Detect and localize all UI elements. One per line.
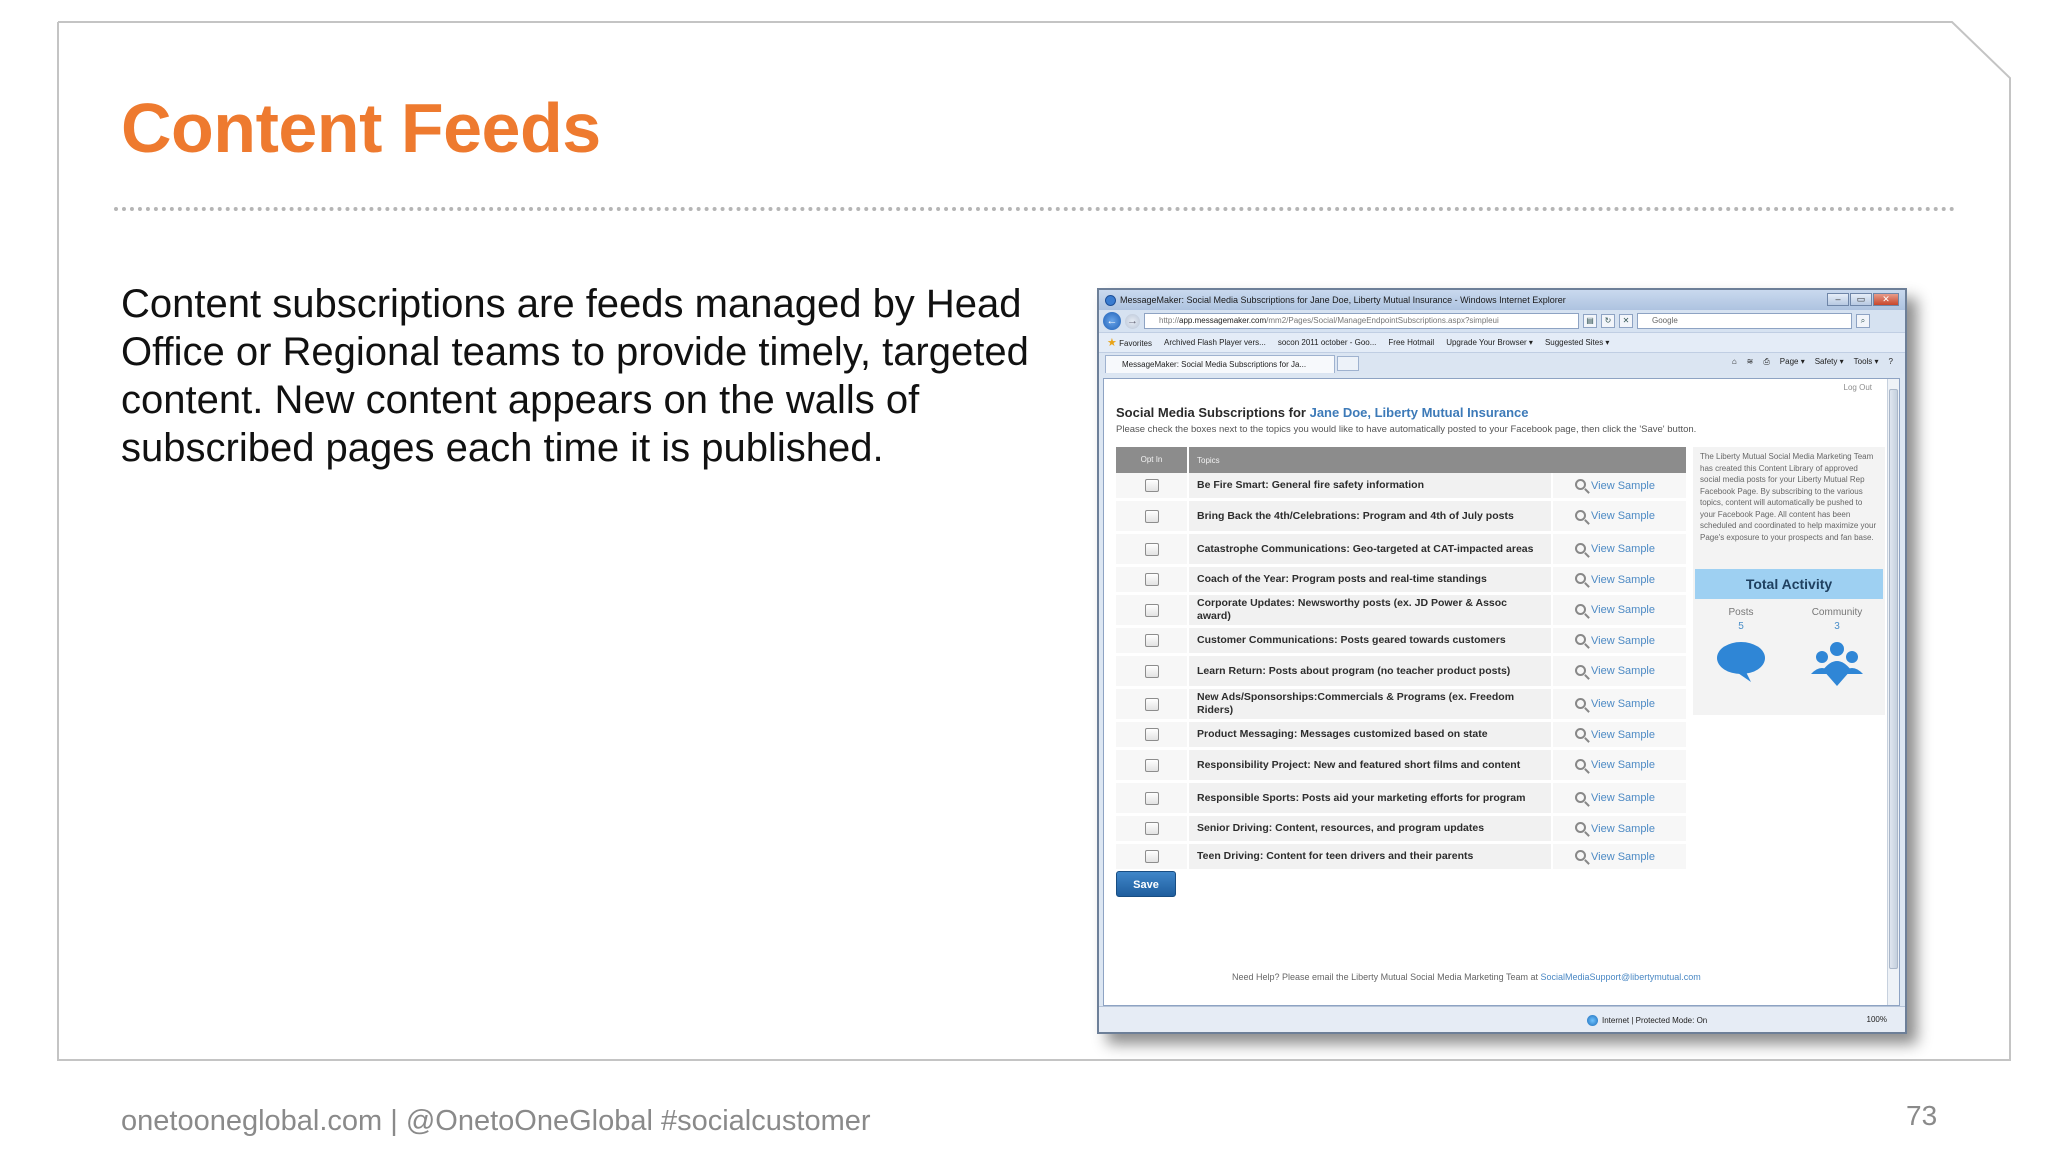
- optin-cell: [1116, 501, 1189, 531]
- view-sample-label: View Sample: [1591, 510, 1655, 522]
- community-people-icon: [1792, 640, 1882, 690]
- favorites-label: Favorites: [1119, 339, 1153, 348]
- view-sample-link[interactable]: [1551, 628, 1686, 653]
- topic-label: Senior Driving: Content, resources, and program updates: [1197, 822, 1485, 834]
- url-host: app.messagemaker.com: [1179, 316, 1267, 325]
- home-icon[interactable]: ⌂: [1731, 357, 1737, 366]
- page-menu[interactable]: Page ▾: [1779, 357, 1805, 366]
- favorite-link-1[interactable]: socon 2011 october - Goo...: [1277, 338, 1377, 347]
- magnifier-icon: [1575, 543, 1586, 554]
- table-row: [1116, 844, 1686, 872]
- table-row: [1116, 656, 1686, 689]
- optin-cell: [1116, 783, 1189, 813]
- topic-label: Product Messaging: Messages customized based on state: [1197, 728, 1488, 740]
- favorite-link-0[interactable]: Archived Flash Player vers...: [1164, 338, 1266, 347]
- command-bar: [1732, 357, 1893, 367]
- optin-checkbox[interactable]: [1145, 698, 1159, 711]
- view-sample-label: View Sample: [1591, 792, 1655, 804]
- table-header: [1116, 447, 1686, 473]
- magnifier-icon: [1575, 634, 1586, 645]
- magnifier-icon: [1575, 604, 1586, 615]
- status-bar: [1099, 1006, 1905, 1032]
- total-activity-heading: Total Activity: [1695, 569, 1883, 599]
- table-row: [1116, 628, 1686, 656]
- view-sample-link[interactable]: [1551, 595, 1686, 625]
- side-description: The Liberty Mutual Social Media Marketing Team has created this Content Library of approved social media posts for your Liberty Mutual Rep Facebook Page. By subscribing to the various topics, content will automatically be pushed to your Facebook Page. All content has been scheduled and coordinated to help maximize your Page's exposure to your prospects and fan base.: [1700, 452, 1877, 542]
- zoom-control[interactable]: 100%: [1866, 1015, 1887, 1024]
- page-viewport: [1103, 378, 1900, 1006]
- optin-checkbox[interactable]: [1145, 822, 1159, 835]
- topic-label: Catastrophe Communications: Geo-targeted at CAT-impacted areas: [1197, 542, 1534, 555]
- view-sample-label: View Sample: [1591, 634, 1655, 647]
- view-sample-label: View Sample: [1591, 665, 1655, 677]
- url-path: /mm2/Pages/Social/ManageEndpointSubscriptions.aspx?simpleui: [1266, 316, 1499, 325]
- topic-label: Coach of the Year: Program posts and real-time standings: [1197, 573, 1487, 585]
- close-button[interactable]: ✕: [1873, 293, 1899, 306]
- optin-checkbox[interactable]: [1145, 728, 1159, 741]
- optin-cell: [1116, 595, 1189, 625]
- magnifier-icon: [1575, 573, 1586, 584]
- view-sample-link[interactable]: [1551, 534, 1686, 564]
- slide-footer: onetooneglobal.com | @OnetoOneGlobal #socialcustomer: [121, 1105, 871, 1137]
- magnifier-icon: [1575, 728, 1586, 739]
- view-sample-link[interactable]: [1551, 689, 1686, 719]
- topic-label: Responsible Sports: Posts aid your marketing efforts for program: [1197, 791, 1526, 804]
- tools-menu[interactable]: Tools ▾: [1853, 357, 1879, 366]
- view-sample-label: View Sample: [1591, 728, 1655, 741]
- topic-label: Responsibility Project: New and featured short films and content: [1197, 758, 1521, 771]
- magnifier-icon: [1575, 850, 1586, 861]
- globe-icon: [1587, 1015, 1598, 1026]
- view-sample-link[interactable]: [1551, 722, 1686, 747]
- help-icon[interactable]: ?: [1888, 357, 1893, 366]
- search-icon[interactable]: ⌕: [1856, 314, 1870, 328]
- view-sample-link[interactable]: [1551, 816, 1686, 841]
- optin-cell: [1116, 722, 1189, 747]
- table-row: [1116, 783, 1686, 816]
- window-title: MessageMaker: Social Media Subscriptions for Jane Doe, Liberty Mutual Insurance - Windows Internet Explorer: [1120, 295, 1566, 305]
- table-row: [1116, 816, 1686, 844]
- new-tab-button[interactable]: [1337, 356, 1359, 371]
- slide-title: Content Feeds: [121, 89, 601, 167]
- view-sample-label: View Sample: [1591, 604, 1655, 616]
- window-controls: [1827, 293, 1899, 306]
- optin-checkbox[interactable]: [1145, 543, 1159, 556]
- optin-checkbox[interactable]: [1145, 604, 1159, 617]
- ie-logo-icon: [1105, 295, 1116, 306]
- optin-cell: [1116, 844, 1189, 869]
- side-panel: [1693, 447, 1885, 715]
- topic-label: Bring Back the 4th/Celebrations: Program and 4th of July posts: [1197, 509, 1514, 522]
- feeds-icon[interactable]: ≋: [1746, 357, 1754, 366]
- browser-tab-active[interactable]: MessageMaker: Social Media Subscriptions for Ja...: [1105, 355, 1335, 373]
- magnifier-icon: [1575, 759, 1586, 770]
- view-sample-label: View Sample: [1591, 573, 1655, 586]
- tab-bar: [1099, 352, 1905, 374]
- topic-label: New Ads/Sponsorships:Commercials & Programs (ex. Freedom Riders): [1197, 691, 1515, 716]
- refresh-icon[interactable]: ↻: [1601, 314, 1615, 328]
- table-row: [1116, 595, 1686, 628]
- posts-count: 5: [1738, 621, 1744, 632]
- url-prefix: http://: [1159, 316, 1180, 325]
- help-prefix: Need Help? Please email the Liberty Mutual Social Media Marketing Team at: [1232, 972, 1541, 982]
- community-stat: [1792, 607, 1882, 690]
- view-sample-link[interactable]: [1551, 750, 1686, 780]
- view-sample-link[interactable]: [1551, 567, 1686, 592]
- optin-checkbox[interactable]: [1145, 792, 1159, 805]
- compatibility-view-icon[interactable]: ▤: [1583, 314, 1597, 328]
- forward-arrow-icon[interactable]: →: [1127, 314, 1138, 327]
- maximize-button[interactable]: ▭: [1850, 293, 1872, 306]
- logout-link[interactable]: Log Out: [1843, 383, 1872, 392]
- stop-icon[interactable]: ✕: [1619, 314, 1633, 328]
- view-sample-label: View Sample: [1591, 479, 1655, 492]
- optin-checkbox[interactable]: [1145, 479, 1159, 492]
- optin-cell: [1116, 689, 1189, 719]
- table-row: [1116, 567, 1686, 595]
- magnifier-icon: [1575, 479, 1586, 490]
- view-sample-link[interactable]: [1551, 473, 1686, 498]
- optin-checkbox[interactable]: [1145, 510, 1159, 523]
- topic-rows: [1116, 473, 1686, 872]
- table-row: [1116, 534, 1686, 567]
- view-sample-link[interactable]: [1551, 844, 1686, 869]
- activity-stats: [1693, 599, 1885, 690]
- topic-label: Learn Return: Posts about program (no teacher product posts): [1197, 664, 1511, 677]
- table-row: [1116, 689, 1686, 722]
- view-sample-link[interactable]: [1551, 501, 1686, 531]
- slide-body-text: Content subscriptions are feeds managed by Head Office or Regional teams to provide timely, targeted content. New content appears on the walls of subscribed pages each time it is published.: [121, 282, 1029, 470]
- view-sample-link[interactable]: [1551, 656, 1686, 686]
- print-icon[interactable]: ⎙: [1763, 357, 1770, 366]
- search-input[interactable]: Google: [1637, 313, 1852, 329]
- optin-checkbox[interactable]: [1145, 850, 1159, 863]
- community-count: 3: [1834, 621, 1840, 632]
- page-instructions: Please check the boxes next to the topics you would like to have automatically posted to your Facebook page, then click the 'Save' button.: [1116, 424, 1697, 435]
- optin-checkbox[interactable]: [1145, 634, 1159, 647]
- speech-bubble-icon: [1696, 640, 1786, 686]
- scroll-thumb[interactable]: [1889, 389, 1898, 969]
- security-zone: [1587, 1015, 1707, 1026]
- table-row: [1116, 722, 1686, 750]
- favorite-link-4[interactable]: Suggested Sites ▾: [1544, 338, 1610, 347]
- table-row: [1116, 501, 1686, 534]
- magnifier-icon: [1575, 665, 1586, 676]
- back-arrow-icon[interactable]: ←: [1103, 312, 1121, 330]
- help-email-link[interactable]: SocialMediaSupport@libertymutual.com: [1540, 972, 1701, 982]
- posts-stat: [1696, 607, 1786, 690]
- optin-cell: [1116, 473, 1189, 498]
- view-sample-label: View Sample: [1591, 543, 1655, 555]
- optin-checkbox[interactable]: [1145, 665, 1159, 678]
- heading-prefix: Social Media Subscriptions for: [1116, 405, 1310, 420]
- view-sample-label: View Sample: [1591, 698, 1655, 710]
- favorite-link-3[interactable]: Upgrade Your Browser ▾: [1446, 338, 1533, 347]
- magnifier-icon: [1575, 698, 1586, 709]
- community-label: Community: [1811, 607, 1863, 618]
- favorites-star-icon: ★: [1107, 337, 1117, 349]
- topic-label: Teen Driving: Content for teen drivers and their parents: [1197, 850, 1474, 862]
- table-row: [1116, 473, 1686, 501]
- optin-cell: [1116, 628, 1189, 653]
- title-divider: [114, 207, 1956, 211]
- optin-checkbox[interactable]: [1145, 759, 1159, 772]
- view-sample-link[interactable]: [1551, 783, 1686, 813]
- col-topics: Topics: [1197, 455, 1220, 465]
- minimize-button[interactable]: –: [1827, 293, 1849, 306]
- browser-window: [1097, 288, 1907, 1034]
- optin-cell: [1116, 656, 1189, 686]
- optin-checkbox[interactable]: [1145, 573, 1159, 586]
- table-row: [1116, 750, 1686, 783]
- safety-menu[interactable]: Safety ▾: [1814, 357, 1844, 366]
- topics-table: [1116, 447, 1686, 872]
- favorite-link-2[interactable]: Free Hotmail: [1388, 338, 1435, 347]
- magnifier-icon: [1575, 792, 1586, 803]
- optin-cell: [1116, 750, 1189, 780]
- vertical-scrollbar[interactable]: [1887, 379, 1899, 1005]
- page-heading: [1116, 405, 1528, 420]
- slide-number: 73: [1906, 1100, 1938, 1131]
- help-text: [1232, 972, 1701, 982]
- topic-label: Corporate Updates: Newsworthy posts (ex. JD Power & Assoc award): [1197, 597, 1508, 622]
- posts-label: Posts: [1728, 607, 1754, 618]
- status-zone-text: Internet | Protected Mode: On: [1602, 1016, 1708, 1025]
- window-titlebar: [1099, 290, 1905, 310]
- heading-user: Jane Doe, Liberty Mutual Insurance: [1309, 405, 1529, 420]
- view-sample-label: View Sample: [1591, 759, 1655, 771]
- optin-cell: [1116, 534, 1189, 564]
- magnifier-icon: [1575, 510, 1586, 521]
- status-right: [1867, 1015, 1887, 1024]
- col-optin: Opt In: [1116, 447, 1189, 473]
- topic-label: Customer Communications: Posts geared towards customers: [1197, 634, 1506, 646]
- view-sample-label: View Sample: [1591, 822, 1655, 835]
- topic-label: Be Fire Smart: General fire safety information: [1197, 479, 1424, 491]
- favorites-button[interactable]: [1107, 336, 1152, 349]
- url-input[interactable]: [1144, 313, 1579, 329]
- optin-cell: [1116, 816, 1189, 841]
- magnifier-icon: [1575, 822, 1586, 833]
- favorites-bar: [1099, 332, 1905, 352]
- view-sample-label: View Sample: [1591, 850, 1655, 863]
- optin-cell: [1116, 567, 1189, 592]
- save-button[interactable]: Save: [1116, 871, 1176, 897]
- address-bar: [1099, 310, 1905, 332]
